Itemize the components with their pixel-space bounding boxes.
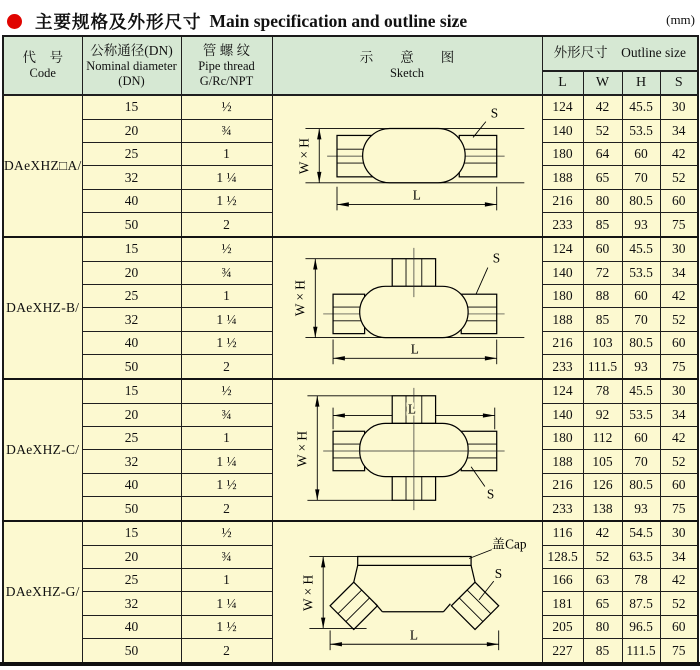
dim-l-cell: 140 xyxy=(542,261,583,284)
dim-w-cell: 80 xyxy=(583,615,622,638)
thread-cell: 1 ½ xyxy=(181,189,272,212)
header-code xyxy=(3,36,82,95)
header-sketch xyxy=(272,36,542,95)
dim-label-l: L xyxy=(410,341,419,357)
cap-label: 盖Cap xyxy=(491,536,527,552)
header-dim-s: S xyxy=(660,71,698,95)
dim-w-cell: 85 xyxy=(583,639,622,664)
thread-cell: ½ xyxy=(181,237,272,261)
sketch-cell xyxy=(272,521,542,664)
dim-w-cell: 60 xyxy=(583,237,622,261)
dim-h-cell: 60 xyxy=(622,285,660,308)
code-cell: DAeXHZ-G/ xyxy=(3,521,82,664)
dim-s-cell: 60 xyxy=(660,331,698,354)
header-outline xyxy=(542,36,698,71)
dn-cell: 25 xyxy=(82,143,181,166)
dim-l-cell: 216 xyxy=(542,189,583,212)
dim-w-cell: 42 xyxy=(583,521,622,545)
unit-label: (mm) xyxy=(666,12,695,27)
code-cell: DAeXHZ□A/ xyxy=(3,95,82,237)
dim-l-cell: 140 xyxy=(542,403,583,426)
dim-h-cell: 45.5 xyxy=(622,95,660,119)
code-cell: DAeXHZ-B/ xyxy=(3,237,82,379)
thread-cell: ½ xyxy=(181,379,272,403)
dn-cell: 25 xyxy=(82,427,181,450)
dim-l-cell: 227 xyxy=(542,639,583,664)
dim-label-l: L xyxy=(412,187,421,203)
table-row xyxy=(3,237,698,261)
code-cell: DAeXHZ-C/ xyxy=(3,379,82,521)
thread-cell: 1 ¼ xyxy=(181,308,272,331)
thread-cell: 1 xyxy=(181,143,272,166)
dim-h-cell: 60 xyxy=(622,427,660,450)
dn-cell: 32 xyxy=(82,592,181,615)
dim-w-cell: 112 xyxy=(583,427,622,450)
dn-cell: 50 xyxy=(82,639,181,664)
thread-cell: 1 ¼ xyxy=(181,450,272,473)
dim-w-cell: 72 xyxy=(583,261,622,284)
dim-h-cell: 93 xyxy=(622,213,660,237)
spec-table xyxy=(2,35,699,665)
dim-label-wh: W × H xyxy=(300,574,316,612)
dim-l-cell: 140 xyxy=(542,119,583,142)
dim-h-cell: 93 xyxy=(622,355,660,379)
dim-s-cell: 30 xyxy=(660,379,698,403)
dim-s-cell: 60 xyxy=(660,473,698,496)
dim-s-cell: 52 xyxy=(660,450,698,473)
dim-l-cell: 216 xyxy=(542,331,583,354)
dim-l-cell: 180 xyxy=(542,285,583,308)
dim-h-cell: 80.5 xyxy=(622,331,660,354)
dim-s-cell: 42 xyxy=(660,143,698,166)
dn-cell: 50 xyxy=(82,355,181,379)
thread-cell: ¾ xyxy=(181,261,272,284)
dim-l-cell: 188 xyxy=(542,450,583,473)
dim-h-cell: 54.5 xyxy=(622,521,660,545)
dim-l-cell: 188 xyxy=(542,166,583,189)
dim-s-cell: 34 xyxy=(660,119,698,142)
dim-s-cell: 42 xyxy=(660,427,698,450)
thread-cell: ¾ xyxy=(181,119,272,142)
dn-cell: 15 xyxy=(82,237,181,261)
table-row xyxy=(3,521,698,545)
header-dn xyxy=(82,36,181,95)
dn-cell: 50 xyxy=(82,497,181,521)
header-dim-w: W xyxy=(583,71,622,95)
header-sketch-en: Sketch xyxy=(389,66,425,81)
dim-l-cell: 180 xyxy=(542,143,583,166)
dim-s-cell: 52 xyxy=(660,592,698,615)
dim-label-s: S xyxy=(494,566,503,582)
dim-label-l: L xyxy=(407,401,416,417)
dim-w-cell: 52 xyxy=(583,545,622,568)
thread-cell: 1 xyxy=(181,285,272,308)
dim-h-cell: 78 xyxy=(622,568,660,591)
dim-l-cell: 124 xyxy=(542,379,583,403)
dim-h-cell: 96.5 xyxy=(622,615,660,638)
dim-h-cell: 93 xyxy=(622,497,660,521)
dim-l-cell: 116 xyxy=(542,521,583,545)
dim-label-wh: W × H xyxy=(294,430,310,468)
dim-l-cell: 205 xyxy=(542,615,583,638)
dim-w-cell: 65 xyxy=(583,166,622,189)
thread-cell: 1 xyxy=(181,427,272,450)
red-bullet-icon xyxy=(7,14,22,29)
dn-cell: 25 xyxy=(82,568,181,591)
dn-cell: 15 xyxy=(82,95,181,119)
dim-w-cell: 78 xyxy=(583,379,622,403)
dim-w-cell: 80 xyxy=(583,189,622,212)
thread-cell: 1 ¼ xyxy=(181,166,272,189)
dim-w-cell: 111.5 xyxy=(583,355,622,379)
dim-h-cell: 80.5 xyxy=(622,473,660,496)
header-thread-en: Pipe thread xyxy=(198,59,255,74)
dim-l-cell: 124 xyxy=(542,237,583,261)
dn-cell: 20 xyxy=(82,545,181,568)
page-bottom-rule xyxy=(0,662,700,666)
dn-cell: 20 xyxy=(82,119,181,142)
dim-h-cell: 80.5 xyxy=(622,189,660,212)
dim-s-cell: 60 xyxy=(660,615,698,638)
dim-w-cell: 105 xyxy=(583,450,622,473)
header-dim-h: H xyxy=(622,71,660,95)
sketch-four-way-diagram xyxy=(275,380,539,520)
header-thread xyxy=(181,36,272,95)
header-dn-zh: 公称通径(DN) xyxy=(90,43,173,59)
sketch-cell xyxy=(272,237,542,379)
dn-cell: 40 xyxy=(82,615,181,638)
dim-s-cell: 75 xyxy=(660,497,698,521)
header-outline-label: 外形尺寸 Outline size xyxy=(553,45,686,61)
thread-cell: 1 ¼ xyxy=(181,592,272,615)
dim-w-cell: 52 xyxy=(583,119,622,142)
dim-label-s: S xyxy=(486,486,495,502)
dim-h-cell: 60 xyxy=(622,143,660,166)
thread-cell: ½ xyxy=(181,95,272,119)
dim-h-cell: 53.5 xyxy=(622,403,660,426)
dim-w-cell: 85 xyxy=(583,213,622,237)
dim-h-cell: 53.5 xyxy=(622,119,660,142)
dim-s-cell: 30 xyxy=(660,237,698,261)
dim-h-cell: 53.5 xyxy=(622,261,660,284)
thread-cell: 2 xyxy=(181,213,272,237)
dn-cell: 20 xyxy=(82,261,181,284)
thread-cell: 2 xyxy=(181,639,272,664)
dim-s-cell: 52 xyxy=(660,166,698,189)
dim-w-cell: 92 xyxy=(583,403,622,426)
dim-s-cell: 30 xyxy=(660,521,698,545)
thread-cell: 1 ½ xyxy=(181,615,272,638)
dim-s-cell: 75 xyxy=(660,213,698,237)
dim-h-cell: 45.5 xyxy=(622,237,660,261)
sketch-two-way-diagram xyxy=(275,96,539,236)
header-thread-zh: 管 螺 纹 xyxy=(202,43,251,59)
thread-cell: ¾ xyxy=(181,403,272,426)
thread-cell: 2 xyxy=(181,497,272,521)
dim-l-cell: 216 xyxy=(542,473,583,496)
dim-label-wh: W × H xyxy=(296,138,312,175)
dn-cell: 32 xyxy=(82,308,181,331)
thread-cell: 1 ½ xyxy=(181,331,272,354)
dn-cell: 32 xyxy=(82,450,181,473)
dim-s-cell: 34 xyxy=(660,403,698,426)
header-code-zh: 代 号 xyxy=(22,50,63,66)
dim-l-cell: 128.5 xyxy=(542,545,583,568)
sketch-angled-diagram xyxy=(275,522,539,662)
dim-s-cell: 34 xyxy=(660,261,698,284)
table-body xyxy=(3,95,698,664)
dim-w-cell: 65 xyxy=(583,592,622,615)
dn-cell: 50 xyxy=(82,213,181,237)
dn-cell: 25 xyxy=(82,285,181,308)
dim-s-cell: 30 xyxy=(660,95,698,119)
dim-l-cell: 233 xyxy=(542,355,583,379)
dim-w-cell: 103 xyxy=(583,331,622,354)
table-row xyxy=(3,379,698,403)
table-header xyxy=(3,36,698,95)
dim-w-cell: 63 xyxy=(583,568,622,591)
page-title-en: Main specification and outline size xyxy=(209,11,468,31)
dim-l-cell: 181 xyxy=(542,592,583,615)
dim-s-cell: 42 xyxy=(660,568,698,591)
dim-label-l: L xyxy=(409,627,418,643)
sketch-three-way-diagram xyxy=(275,238,539,378)
page-title-zh: 主要规格及外形尺寸 xyxy=(35,12,202,32)
dim-h-cell: 70 xyxy=(622,308,660,331)
dim-h-cell: 70 xyxy=(622,450,660,473)
dim-h-cell: 63.5 xyxy=(622,545,660,568)
sketch-cell xyxy=(272,95,542,237)
dn-cell: 40 xyxy=(82,331,181,354)
dim-l-cell: 180 xyxy=(542,427,583,450)
dim-w-cell: 88 xyxy=(583,285,622,308)
dim-label-wh: W × H xyxy=(292,280,308,317)
dn-cell: 40 xyxy=(82,473,181,496)
dim-s-cell: 75 xyxy=(660,355,698,379)
header-dim-l: L xyxy=(542,71,583,95)
dim-l-cell: 233 xyxy=(542,213,583,237)
thread-cell: ½ xyxy=(181,521,272,545)
dim-label-s: S xyxy=(490,105,499,121)
dim-w-cell: 138 xyxy=(583,497,622,521)
dim-s-cell: 34 xyxy=(660,545,698,568)
dim-h-cell: 45.5 xyxy=(622,379,660,403)
header-dn-en2: (DN) xyxy=(118,73,145,88)
header-dn-en: Nominal diameter xyxy=(86,59,177,74)
dim-w-cell: 126 xyxy=(583,473,622,496)
dim-label-s: S xyxy=(492,250,501,266)
dim-l-cell: 124 xyxy=(542,95,583,119)
dim-s-cell: 75 xyxy=(660,639,698,664)
dn-cell: 15 xyxy=(82,379,181,403)
dim-w-cell: 64 xyxy=(583,143,622,166)
dim-s-cell: 42 xyxy=(660,285,698,308)
page-title xyxy=(7,9,467,34)
dim-h-cell: 111.5 xyxy=(622,639,660,664)
header-sketch-zh: 示 意 图 xyxy=(359,50,455,66)
header-code-en: Code xyxy=(29,66,56,81)
thread-cell: 1 ½ xyxy=(181,473,272,496)
dim-s-cell: 60 xyxy=(660,189,698,212)
dim-l-cell: 233 xyxy=(542,497,583,521)
dim-s-cell: 52 xyxy=(660,308,698,331)
dn-cell: 40 xyxy=(82,189,181,212)
header-thread-en2: G/Rc/NPT xyxy=(199,73,254,88)
dim-w-cell: 42 xyxy=(583,95,622,119)
thread-cell: ¾ xyxy=(181,545,272,568)
dim-w-cell: 85 xyxy=(583,308,622,331)
dim-l-cell: 166 xyxy=(542,568,583,591)
sketch-cell xyxy=(272,379,542,521)
dim-h-cell: 70 xyxy=(622,166,660,189)
dim-h-cell: 87.5 xyxy=(622,592,660,615)
dn-cell: 15 xyxy=(82,521,181,545)
thread-cell: 2 xyxy=(181,355,272,379)
dn-cell: 20 xyxy=(82,403,181,426)
dn-cell: 32 xyxy=(82,166,181,189)
table-row xyxy=(3,95,698,119)
thread-cell: 1 xyxy=(181,568,272,591)
dim-l-cell: 188 xyxy=(542,308,583,331)
